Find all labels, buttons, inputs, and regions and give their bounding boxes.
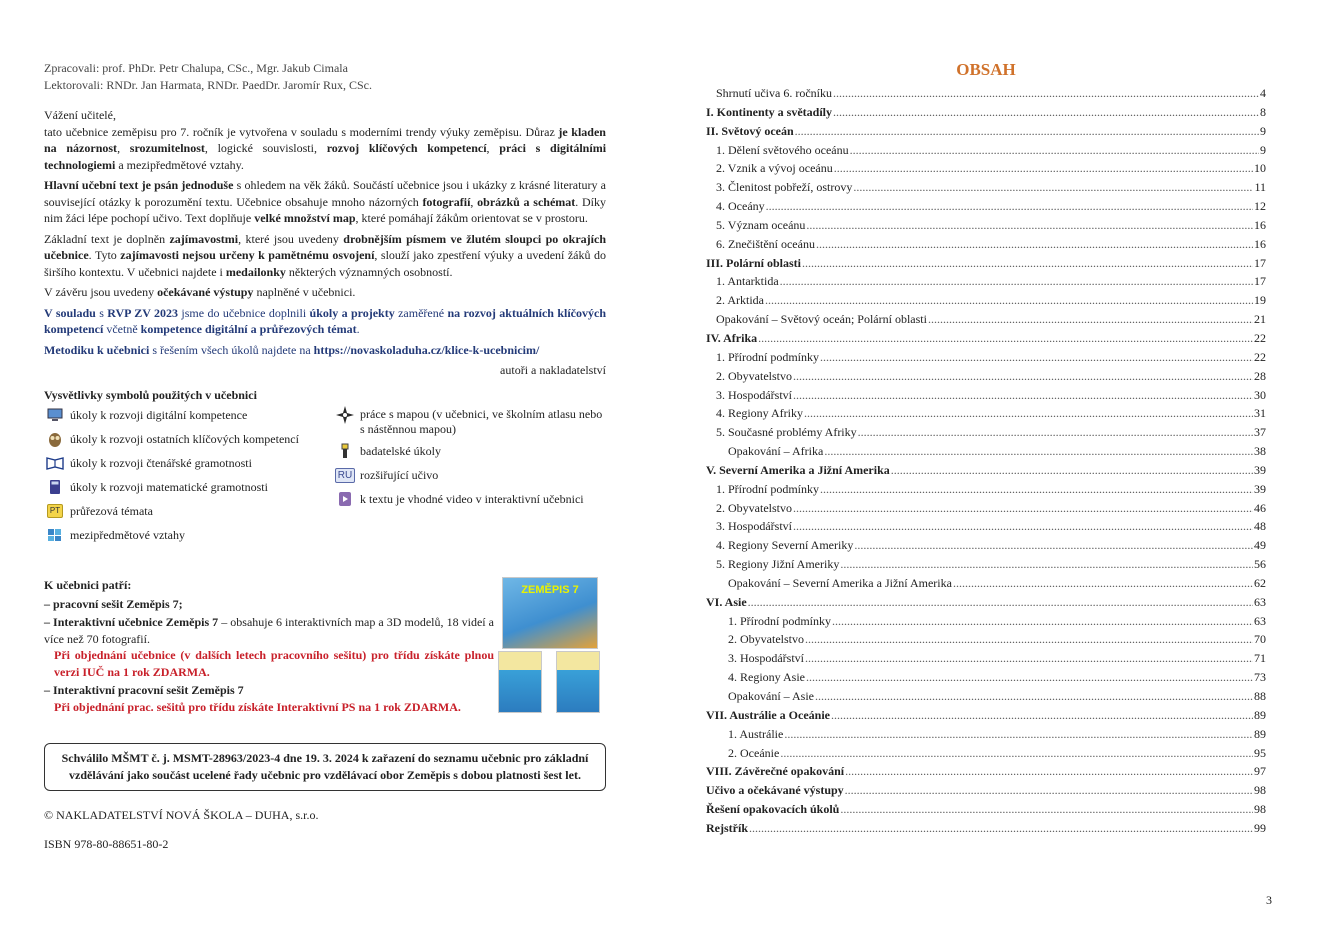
legend-item: úkoly k rozvoji ostatních klíčových kompetencí [44, 431, 334, 455]
toc-leader-dots [784, 727, 1253, 742]
toc-entry[interactable] [706, 105, 1266, 124]
toc-entry-page: 39 [1254, 462, 1266, 477]
table-of-contents [706, 60, 1266, 840]
computer-icon [44, 407, 66, 423]
intro-paragraph-2: Hlavní učební text je psán jednoduše s ohledem na věk žáků. Součástí učebnice jsou i ukázky z krásné literatury a související otázky k porozumění textu. Učebnice obsahuje mnoho názorných fotografií, obrázků a schémat. Díky nim žáci lépe pochopí učivo. Text doplňuje velké množství map, které pomáhají žákům orientovat se v prostoru. [44, 178, 607, 225]
toc-leader-dots [853, 180, 1253, 195]
toc-leader-dots [850, 143, 1259, 158]
toc-leader-dots [816, 237, 1253, 252]
toc-entry-page: 88 [1254, 689, 1266, 703]
toc-entry-page: 30 [1254, 387, 1266, 402]
ru-badge-icon: RU [334, 467, 356, 483]
toc-entry-page: 38 [1254, 444, 1266, 459]
toc-leader-dots [858, 425, 1253, 440]
left-page [44, 60, 606, 852]
toc-leader-dots [815, 689, 1253, 704]
toc-entry[interactable] [706, 180, 1266, 199]
credits-reviewers: Lektorovali: RNDr. Jan Harmata, RNDr. PaedDr. Jaromír Rux, CSc. [44, 77, 372, 92]
book-icon [44, 455, 66, 471]
toc-entry[interactable] [706, 369, 1266, 388]
toc-entry-page: 95 [1254, 745, 1266, 760]
toc-entry-page: 11 [1254, 180, 1266, 195]
toc-entry[interactable] [706, 783, 1266, 802]
toc-entry-label: Opakování – Světový oceán; Polární oblasti [716, 312, 927, 327]
toc-entry[interactable] [706, 293, 1266, 312]
toc-leader-dots [748, 595, 1253, 610]
belongs-item-workbook: – pracovní sešit Zeměpis 7; [44, 596, 183, 611]
toc-leader-dots [802, 256, 1253, 271]
toc-entry-label: 3. Hospodářství [716, 387, 792, 402]
methodology-line: Metodiku k učebnici s řešením všech úkolů najdete na https://novaskoladuha.cz/klice-k-ucebnicim/ [44, 342, 540, 357]
toc-leader-dots [928, 312, 1253, 327]
toc-leader-dots [749, 821, 1253, 836]
toc-entry-page: 99 [1254, 820, 1266, 835]
toc-entry-page: 4 [1260, 86, 1266, 100]
methodology-link[interactable]: https://novaskoladuha.cz/klice-k-ucebnicim/ [313, 342, 540, 357]
toc-title: OBSAH [956, 60, 1016, 79]
toc-entry-label: Opakování – Afrika [728, 444, 824, 459]
toc-entry-page: 98 [1254, 783, 1266, 798]
puzzle-icon [44, 527, 66, 543]
toc-entry[interactable] [706, 425, 1266, 444]
toc-leader-dots [854, 538, 1253, 553]
flashlight-icon [334, 443, 356, 459]
toc-leader-dots [793, 369, 1253, 384]
toc-entry-label: 1. Austrálie [728, 726, 784, 741]
toc-entry[interactable] [706, 143, 1266, 162]
toc-entry-label: 4. Regiony Afriky [716, 406, 803, 421]
toc-leader-dots [833, 86, 1259, 101]
toc-entry-label: 6. Znečištění oceánu [716, 236, 815, 251]
toc-entry-page: 16 [1254, 217, 1266, 232]
toc-entry[interactable] [706, 595, 1266, 614]
signature: autoři a nakladatelství [500, 363, 606, 377]
legend-item: práce s mapou (v učebnici, ve školním atlasu nebo s nástěnnou mapou) [334, 407, 606, 443]
toc-entry-page: 46 [1254, 500, 1266, 515]
toc-entry-page: 19 [1254, 293, 1266, 308]
toc-entry-label: Řešení opakovacích úkolů [706, 802, 840, 817]
toc-entry[interactable] [706, 689, 1266, 708]
toc-entry[interactable] [706, 802, 1266, 821]
toc-entry-label: 3. Hospodářství [716, 519, 792, 534]
toc-entry[interactable] [706, 463, 1266, 482]
toc-entry-label: 2. Obyvatelstvo [728, 632, 804, 647]
toc-leader-dots [806, 218, 1253, 233]
toc-leader-dots [806, 670, 1253, 685]
toc-entry-page: 56 [1254, 557, 1266, 572]
toc-entry[interactable] [706, 501, 1266, 520]
toc-entry-page: 39 [1254, 481, 1266, 496]
toc-leader-dots [820, 482, 1253, 497]
toc-entry[interactable] [706, 444, 1266, 463]
toc-leader-dots [845, 783, 1253, 798]
toc-leader-dots [845, 764, 1253, 779]
toc-entry-label: 1. Antarktida [716, 274, 779, 289]
toc-leader-dots [820, 350, 1253, 365]
toc-entry-label: 3. Hospodářství [728, 651, 804, 666]
legend-item: badatelské úkoly [334, 443, 606, 467]
toc-entry-label: Opakování – Severní Amerika a Jižní Amerika [728, 575, 952, 590]
toc-entry-label: Shrnutí učiva 6. ročníku [716, 86, 832, 100]
isbn: ISBN 978-80-88651-80-2 [44, 836, 169, 851]
toc-entry[interactable] [706, 312, 1266, 331]
toc-entry-page: 17 [1254, 255, 1266, 270]
toc-entry-page: 9 [1260, 123, 1266, 138]
toc-entry-label: I. Kontinenty a světadíly [706, 104, 833, 119]
toc-leader-dots [953, 576, 1253, 591]
toc-entry-page: 89 [1254, 726, 1266, 741]
textbook-cover-image: ZEMĚPIS 7 [502, 577, 598, 649]
toc-entry-label: 2. Obyvatelstvo [716, 368, 792, 383]
toc-entry[interactable] [706, 727, 1266, 746]
legend-right-column [334, 407, 606, 551]
toc-leader-dots [891, 463, 1253, 478]
toc-entry[interactable] [706, 199, 1266, 218]
video-icon [334, 491, 356, 507]
toc-entry-label: VII. Austrálie a Oceánie [706, 707, 830, 722]
workbook-cover-image [498, 651, 542, 713]
toc-entry-label: 2. Arktida [716, 293, 764, 308]
toc-entry[interactable] [706, 406, 1266, 425]
toc-entry[interactable] [706, 708, 1266, 727]
legend-item: úkoly k rozvoji čtenářské gramotnosti [44, 455, 334, 479]
toc-leader-dots [805, 632, 1253, 647]
toc-entry-label: 1. Přírodní podmínky [716, 349, 820, 364]
compass-star-icon [334, 407, 356, 423]
toc-leader-dots [833, 105, 1259, 120]
toc-leader-dots [766, 199, 1253, 214]
toc-entry-label: Učivo a očekávané výstupy [706, 783, 844, 798]
greeting: Vážení učitelé, [44, 108, 116, 122]
toc-entry-label: II. Světový oceán [706, 123, 794, 138]
toc-entry-page: 16 [1254, 236, 1266, 251]
toc-entry-label: IV. Afrika [706, 330, 758, 345]
toc-entry-page: 73 [1254, 670, 1266, 685]
toc-leader-dots [793, 388, 1253, 403]
credits-authors: Zpracovali: prof. PhDr. Petr Chalupa, CSc., Mgr. Jakub Cimala [44, 61, 348, 75]
intro-paragraph-4: V závěru jsou uvedeny očekávané výstupy naplněné v učebnici. [44, 285, 356, 299]
toc-entry-page: 97 [1254, 764, 1266, 779]
toc-entry-page: 98 [1254, 802, 1266, 817]
toc-entry[interactable] [706, 86, 1266, 105]
toc-entry-label: 1. Dělení světového oceánu [716, 142, 849, 157]
toc-entry-page: 22 [1254, 349, 1266, 364]
toc-leader-dots [765, 293, 1253, 308]
toc-entry[interactable] [706, 274, 1266, 293]
toc-entry-label: 5. Význam oceánu [716, 217, 806, 232]
pt-badge-icon: PT [44, 503, 66, 519]
toc-entry-label: III. Polární oblasti [706, 255, 802, 270]
toc-entry-page: 8 [1260, 104, 1266, 119]
toc-entry-page: 63 [1254, 613, 1266, 628]
toc-entry-label: VI. Asie [706, 594, 747, 609]
toc-entry[interactable] [706, 557, 1266, 576]
toc-entry[interactable] [706, 538, 1266, 557]
toc-entry-label: 3. Členitost pobřeží, ostrovy [716, 180, 853, 195]
toc-entry[interactable] [706, 331, 1266, 350]
belongs-item-interactive-textbook: – Interaktivní učebnice Zeměpis 7 – obsahuje 6 interaktivních map a 3D modelů, 18 videí a více než 70 fotografií. Při objednání učebnice (v dalších letech pracovního sešitu) pro třídu získáte plnou verzi IUČ na 1 rok ZDARMA. [44, 615, 494, 679]
toc-entry-page: 49 [1254, 538, 1266, 553]
toc-entry-label: 1. Přírodní podmínky [716, 481, 820, 496]
toc-entry-label: 4. Regiony Severní Ameriky [716, 538, 854, 553]
toc-entry-page: 63 [1254, 594, 1266, 609]
legend-item: úkoly k rozvoji matematické gramotnosti [44, 479, 334, 503]
toc-entry-label: 2. Obyvatelstvo [716, 500, 792, 515]
book-covers [498, 577, 606, 715]
toc-entry-label: 5. Regiony Jižní Ameriky [716, 557, 840, 572]
toc-leader-dots [840, 557, 1253, 572]
toc-entry-label: Opakování – Asie [728, 689, 814, 703]
belongs-item-interactive-workbook: – Interaktivní pracovní sešit Zeměpis 7 Při objednání prac. sešitů pro třídu získáte Interaktivní PS na 1 rok ZDARMA. [44, 683, 461, 714]
calculator-icon [44, 479, 66, 495]
intro-paragraph-3: Základní text je doplněn zajímavostmi, které jsou uvedeny drobnějším písmem ve žlutém sloupci po okrajích učebnice. Tyto zajímavosti nejsou určeny k pamětnému osvojení, slouží jako zpestření výuky a uvedení žáků do širšího kontextu. V učebnici najdete i medailonky některých významných osobností. [44, 231, 607, 279]
toc-leader-dots [793, 501, 1253, 516]
intro-paragraph-1: tato učebnice zeměpisu pro 7. ročník je vytvořena v souladu s moderními trendy výuky zeměpisu. Důraz je kladen na názornost, srozumitelnost, logické souvislosti, rozvoj klíčových kompetencí, práci s digitálními technologiemi a mezipředmětové vztahy. [44, 124, 607, 172]
legend-item: RU rozšiřující učivo [334, 467, 606, 491]
toc-entry[interactable] [706, 670, 1266, 689]
toc-entry[interactable] [706, 821, 1266, 840]
toc-entry-page: 17 [1254, 274, 1266, 289]
toc-entry-page: 28 [1254, 368, 1266, 383]
toc-leader-dots [795, 124, 1259, 139]
toc-entry-label: 1. Přírodní podmínky [728, 613, 832, 628]
legend-item: k textu je vhodné video v interaktivní učebnici [334, 491, 606, 515]
toc-entry[interactable] [706, 651, 1266, 670]
toc-leader-dots [793, 519, 1253, 534]
toc-entry-label: 2. Vznik a vývoj oceánu [716, 161, 833, 176]
toc-entry-page: 71 [1254, 651, 1266, 666]
toc-list [706, 86, 1266, 840]
toc-leader-dots [780, 746, 1253, 761]
legend-item: PT průřezová témata [44, 503, 334, 527]
toc-entry[interactable] [706, 614, 1266, 633]
toc-entry[interactable] [706, 350, 1266, 369]
toc-leader-dots [804, 406, 1253, 421]
toc-entry[interactable] [706, 746, 1266, 765]
toc-entry[interactable] [706, 124, 1266, 143]
owl-icon [44, 431, 66, 447]
toc-entry-page: 70 [1254, 632, 1266, 647]
page-number: 3 [1266, 893, 1272, 907]
toc-leader-dots [824, 444, 1253, 459]
toc-leader-dots [831, 708, 1253, 723]
toc-entry[interactable] [706, 161, 1266, 180]
toc-entry-label: 4. Oceány [716, 199, 765, 214]
toc-entry-page: 9 [1260, 142, 1266, 157]
toc-entry[interactable] [706, 388, 1266, 407]
toc-leader-dots [832, 614, 1253, 629]
toc-entry[interactable] [706, 632, 1266, 651]
belongs-text [44, 577, 494, 715]
toc-entry[interactable] [706, 576, 1266, 595]
toc-leader-dots [780, 274, 1253, 289]
interactive-cover-image [556, 651, 600, 713]
copyright: © NAKLADATELSTVÍ NOVÁ ŠKOLA – DUHA, s.r.o. [44, 808, 319, 822]
legend-item: mezipředmětové vztahy [44, 527, 334, 551]
belongs-title: K učebnici patří: [44, 578, 132, 592]
legend-left-column [44, 407, 334, 551]
toc-entry[interactable] [706, 218, 1266, 237]
toc-entry[interactable] [706, 482, 1266, 501]
toc-entry-page: 37 [1254, 425, 1266, 440]
legend-title: Vysvětlivky symbolů použitých v učebnici [44, 387, 257, 402]
toc-leader-dots [805, 651, 1253, 666]
toc-entry-label: VIII. Závěrečné opakování [706, 764, 845, 779]
toc-entry-page: 31 [1254, 406, 1266, 421]
toc-entry-label: V. Severní Amerika a Jižní Amerika [706, 462, 890, 477]
toc-entry-label: 2. Oceánie [728, 745, 780, 760]
legend [44, 407, 606, 551]
toc-entry-page: 21 [1254, 312, 1266, 327]
toc-entry[interactable] [706, 764, 1266, 783]
toc-leader-dots [834, 161, 1253, 176]
toc-entry-page: 62 [1254, 575, 1266, 590]
toc-entry-label: 5. Současné problémy Afriky [716, 425, 857, 440]
toc-entry-page: 12 [1254, 199, 1266, 214]
toc-entry-page: 10 [1254, 161, 1266, 176]
toc-entry-page: 48 [1254, 519, 1266, 534]
toc-leader-dots [758, 331, 1253, 346]
toc-entry-page: 22 [1254, 330, 1266, 345]
intro-paragraph-5: V souladu s RVP ZV 2023 jsme do učebnice doplnili úkoly a projekty zaměřené na rozvoj aktuálních klíčových kompetencí včetně kompetence digitální a průřezových témat. [44, 305, 607, 336]
toc-entry-page: 89 [1254, 707, 1266, 722]
legend-item: úkoly k rozvoji digitální kompetence [44, 407, 334, 431]
toc-entry[interactable] [706, 237, 1266, 256]
approval-box: Schválilo MŠMT č. j. MSMT-28963/2023-4 dne 19. 3. 2024 k zařazení do seznamu učebnic pro základní vzdělávání jako součást ucelené řady učebnic pro vzdělávací obor Zeměpis s dobou platnosti šest let. [44, 743, 606, 791]
toc-entry[interactable] [706, 256, 1266, 275]
toc-leader-dots [840, 802, 1253, 817]
toc-entry-label: 4. Regiony Asie [728, 670, 805, 685]
toc-entry-label: Rejstřík [706, 820, 748, 835]
belongs-section [44, 577, 606, 715]
toc-entry[interactable] [706, 519, 1266, 538]
